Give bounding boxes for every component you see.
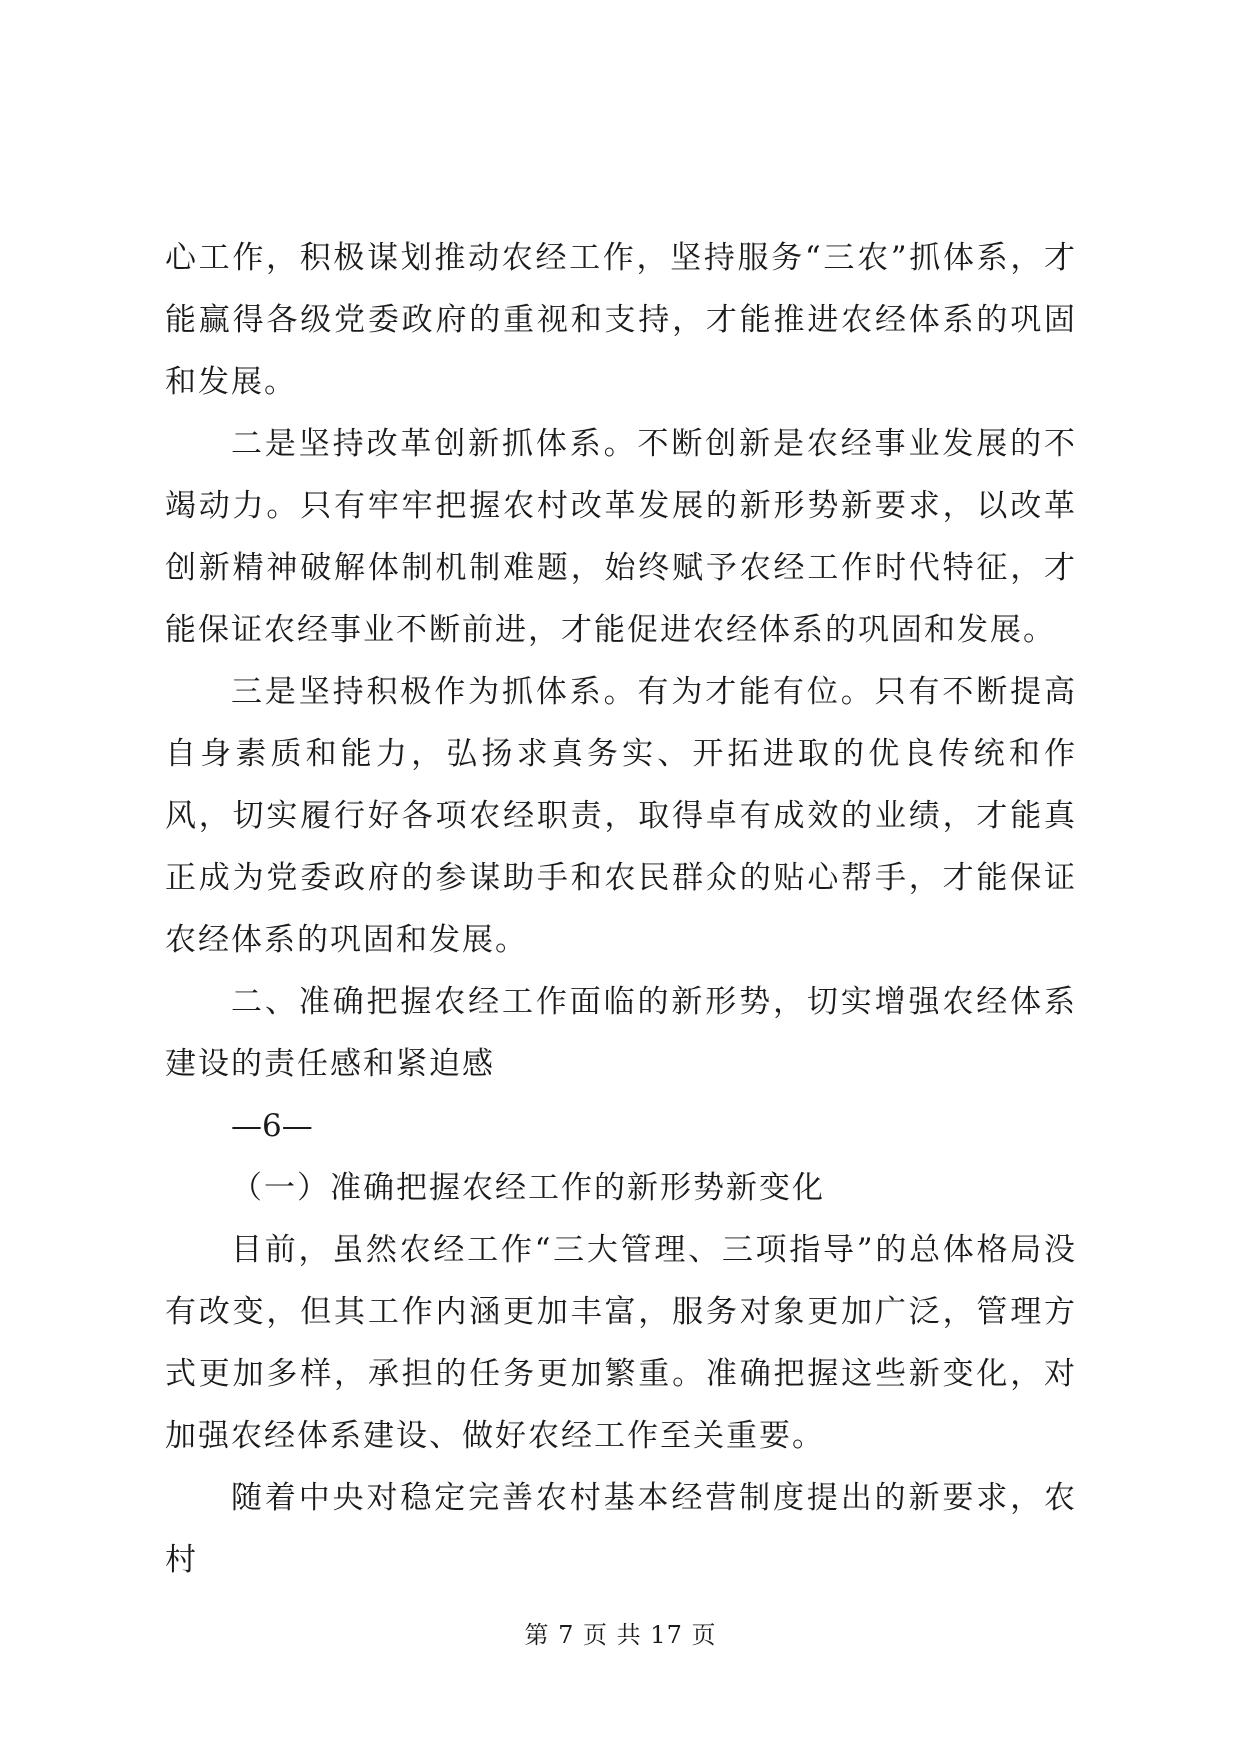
- paragraph-current-situation: 目前，虽然农经工作“三大管理、三项指导”的总体格局没有改变，但其工作内涵更加丰富，服务对象更加广泛，管理方式更加多样，承担的任务更加繁重。准确把握这些新变化，对加强农经体系建设、做好农经工作至关重要。: [165, 1232, 1077, 1454]
- document-body: [165, 227, 1077, 1591]
- inline-page-marker: —6—: [231, 1108, 313, 1144]
- paragraph-reform-innovation: 二是坚持改革创新抓体系。不断创新是农经事业发展的不竭动力。只有牢牢把握农村改革发展的新形势新要求，以改革创新精神破解体制机制难题，始终赋予农经工作时代特征，才能保证农经事业不断前进，才能促进农经体系的巩固和发展。: [165, 426, 1077, 648]
- paragraph-continuation: 心工作，积极谋划推动农经工作，坚持服务“三农”抓体系，才能赢得各级党委政府的重视和支持，才能推进农经体系的巩固和发展。: [165, 240, 1077, 400]
- paragraph-central-requirements: 随着中央对稳定完善农村基本经营制度提出的新要求，农村: [165, 1480, 1077, 1578]
- subsection-heading-1: （一）准确把握农经工作的新形势新变化: [231, 1170, 825, 1206]
- paragraph-active-action: 三是坚持积极作为抓体系。有为才能有位。只有不断提高自身素质和能力，弘扬求真务实、开拓进取的优良传统和作风，切实履行好各项农经职责，取得卓有成效的业绩，才能真正成为党委政府的参谋助手和农民群众的贴心帮手，才能保证农经体系的巩固和发展。: [165, 674, 1077, 958]
- page-footer: 第 7 页 共 17 页: [524, 1621, 717, 1649]
- section-heading-new-situation: 二、准确把握农经工作面临的新形势，切实增强农经体系建设的责任感和紧迫感: [165, 984, 1077, 1082]
